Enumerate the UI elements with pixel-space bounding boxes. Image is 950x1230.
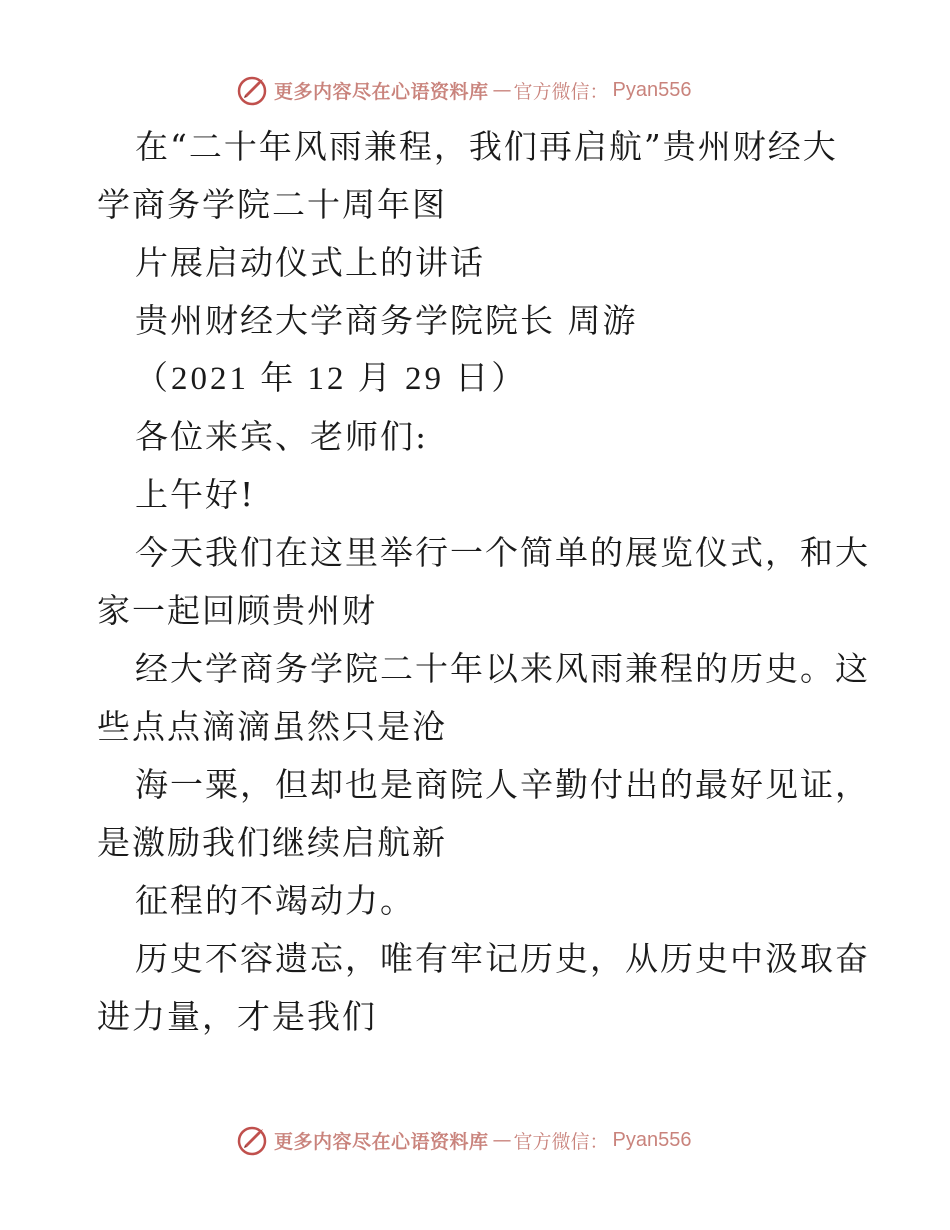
- banner-text-wechat: 官方微信：: [513, 1130, 609, 1153]
- pen-logo-icon: [236, 1123, 270, 1157]
- paragraph-line: 家一起回顾贵州财: [97, 591, 377, 630]
- banner-text-cn: 更多内容尽在心语资料库: [274, 1130, 489, 1153]
- paragraph-line: 历史不容遗忘，唯有牢记历史，从历史中汲取奋: [135, 939, 870, 978]
- pen-logo-icon: [236, 73, 270, 107]
- paragraph-line: 经大学商务学院二十年以来风雨兼程的历史。这: [135, 649, 870, 688]
- banner-text-cn: 更多内容尽在心语资料库: [274, 80, 489, 103]
- paragraph-line: 海一粟，但却也是商院人辛勤付出的最好见证，: [135, 765, 870, 804]
- paragraph-line: 是激励我们继续启航新: [97, 823, 447, 862]
- document-body: [97, 118, 870, 1046]
- header-watermark-banner: [236, 72, 692, 108]
- banner-text-id: Pyan556: [612, 78, 692, 101]
- salutation-line: 各位来宾、老师们:: [135, 417, 429, 456]
- footer-watermark-banner: [236, 1122, 692, 1158]
- title-line-3: 片展启动仪式上的讲话: [135, 243, 485, 282]
- banner-text-wechat: 官方微信：: [513, 80, 609, 103]
- banner-text-id: Pyan556: [612, 1128, 692, 1151]
- author-line: 贵州财经大学商务学院院长 周游: [135, 301, 638, 340]
- banner-dash: —: [492, 1129, 510, 1151]
- title-line-1: 在“二十年风雨兼程，我们再启航”贵州财经大: [135, 127, 838, 166]
- paragraph-line: 些点点滴滴虽然只是沧: [97, 707, 447, 746]
- paragraph-line: 今天我们在这里举行一个简单的展览仪式，和大: [135, 533, 870, 572]
- greeting-line: 上午好!: [135, 475, 256, 514]
- banner-dash: —: [492, 79, 510, 101]
- paragraph-line: 进力量，才是我们: [97, 997, 377, 1036]
- date-line: （2021 年 12 月 29 日）: [135, 361, 528, 397]
- paragraph-line: 征程的不竭动力。: [135, 881, 415, 920]
- title-line-2: 学商务学院二十周年图: [97, 185, 447, 224]
